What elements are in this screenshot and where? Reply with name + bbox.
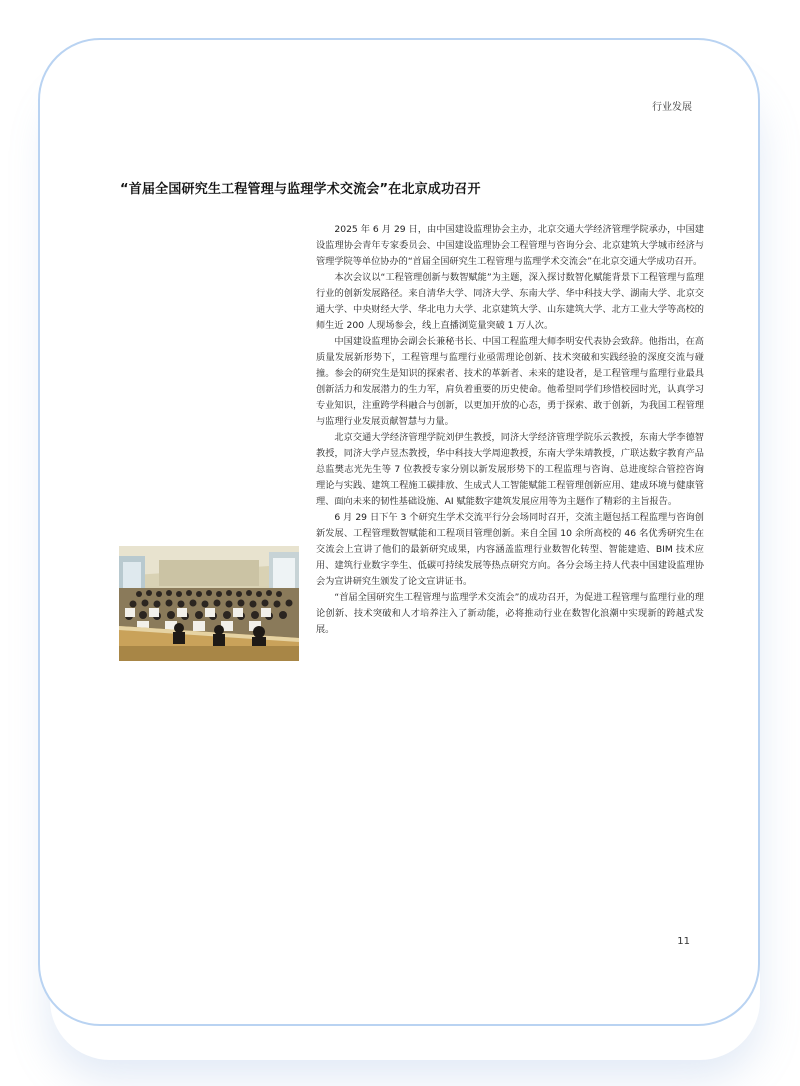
paragraph: 中国建设监理协会副会长兼秘书长、中国工程监理大师李明安代表协会致辞。他指出，在高质量发展新形势下，工程管理与监理行业亟需理论创新、技术突破和实践经验的深度交流与碰撞。参会的研究生是知识的探索者、技术的革新者、未来的建设者，是工程管理与监理行业最具创新活力和发展潜力的生力军，肩负着重要的历史使命。他希望同学们珍惜校园时光，认真学习专业知识，注重跨学科融合与创新，以更加开放的心态，勇于探索、敢于创新，为我国工程管理与监理行业发展贡献智慧与力量。 <box>316 336 704 427</box>
page-number: 11 <box>677 936 690 947</box>
section-label: 行业发展 <box>652 102 692 113</box>
paragraph: 北京交通大学经济管理学院刘伊生教授，同济大学经济管理学院乐云教授，东南大学李德智教授，同济大学卢昱杰教授，华中科技大学周迎教授，东南大学朱靖教授，广联达数字教育产品总监樊志光先生等 7 位教授专家分别以新发展形势下的工程监理与咨询、总进度综合管控咨询理论与实践、建筑工程施工碳排放、生成式人工智能赋能工程管理创新应用、建成环境与健康管理、面向未来的韧性基础设施、AI 赋能数字建筑发展应用等为主题作了精彩的主旨报告。 <box>316 432 704 507</box>
conference-photo <box>119 546 299 661</box>
paragraph: 本次会议以“工程管理创新与数智赋能”为主题，深入探讨数智化赋能背景下工程管理与监理行业的创新发展路径。来自清华大学、同济大学、东南大学、华中科技大学、湖南大学、北京交通大学、中央财经大学、华北电力大学、北京建筑大学、山东建筑大学、北方工业大学等高校的师生近 200 人现场参会，线上直播浏览量突破 1 万人次。 <box>316 272 704 331</box>
paragraph: 6 月 29 日下午 3 个研究生学术交流平行分会场同时召开，交流主题包括工程监理与咨询创新发展、工程管理数智赋能和工程项目管理创新。来自全国 10 余所高校的 46 名优秀研究生在交流会上宣讲了他们的最新研究成果，内容涵盖监理行业数智化转型、智能建造、BIM 技术应用、建筑行业数字孪生、低碳可持续发展等热点研究方向。各分会场主持人代表中国建设监理协会为宣讲研究生颁发了论文宣讲证书。 <box>316 512 704 587</box>
article-body <box>316 222 704 638</box>
article-title: “首届全国研究生工程管理与监理学术交流会”在北京成功召开 <box>120 182 481 197</box>
paragraph: “首届全国研究生工程管理与监理学术交流会”的成功召开，为促进工程管理与监理行业的理论创新、技术突破和人才培养注入了新动能，必将推动行业在数智化浪潮中实现新的跨越式发展。 <box>316 592 704 635</box>
paragraph: 2025 年 6 月 29 日，由中国建设监理协会主办，北京交通大学经济管理学院承办，中国建设监理协会青年专家委员会、中国建设监理协会工程管理与咨询分会、北京建筑大学城市经济与管理学院等单位协办的“首届全国研究生工程管理与监理学术交流会”在北京交通大学成功召开。 <box>316 224 704 267</box>
